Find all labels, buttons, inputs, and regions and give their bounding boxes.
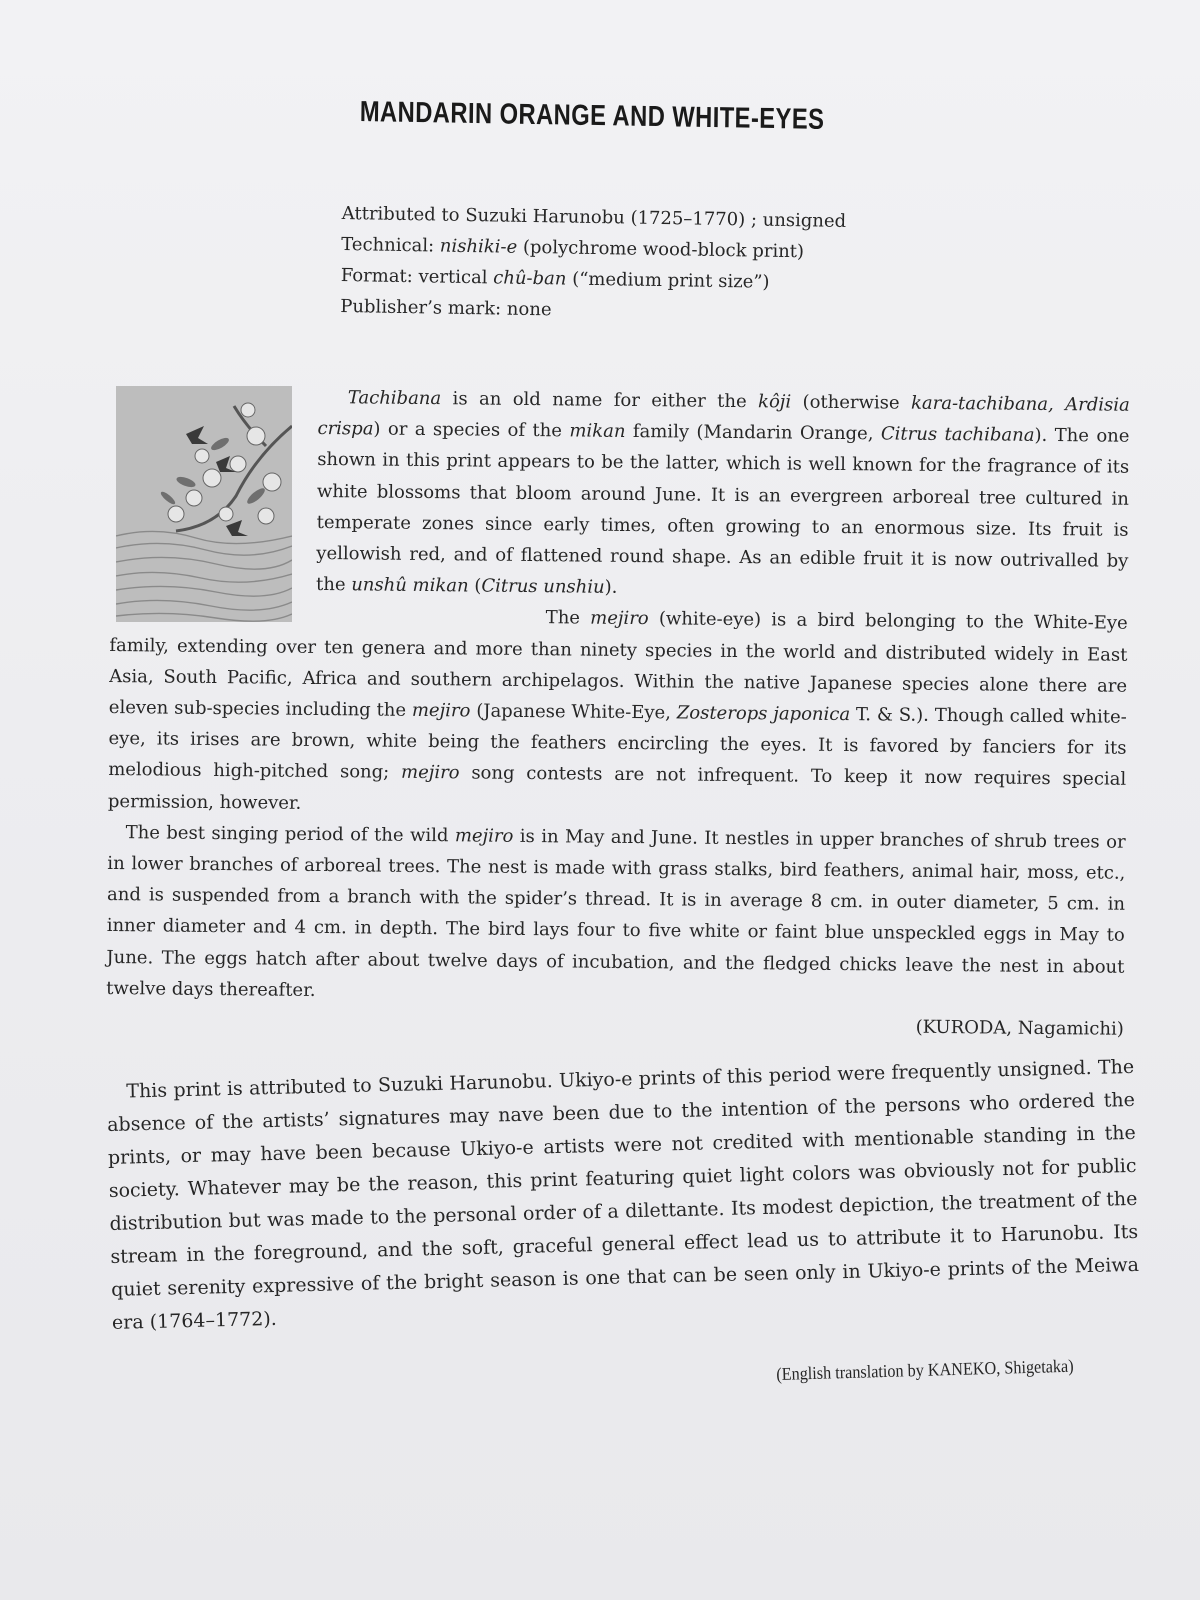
paragraph-singing-period: The best singing period of the wild mejiro is in May and June. It nestles in upper branches of shrub trees or in lower branches of arboreal trees. The nest is made with grass stalks, bird feathers, animal hair, moss, etc., and is suspended from a branch with the spider’s thread. It is in average 8 cm. in outer diameter, 5 cm. in inner diameter and 4 cm. in depth. The bird lays four to five white or faint blue unspeckled eggs in May to June. The eggs hatch after about twelve days of incubation, and the fledged chicks leave the nest in about twelve days thereafter. [106, 821, 1126, 1001]
author-signature: (KURODA, Nagamichi) [915, 1016, 1124, 1040]
translation-credit: (English translation by KANEKO, Shigetaka) [776, 1355, 1074, 1384]
technical-line: Technical: nishiki-e (polychrome wood-block print) [341, 233, 805, 263]
format-line: Format: vertical chû-ban (“medium print size”) [340, 264, 770, 293]
print-metadata [340, 198, 902, 331]
page-title: MANDARIN ORANGE AND WHITE-EYES [359, 96, 825, 136]
paragraph-tachibana: Tachibana is an old name for either the kôji (otherwise kara-tachibana, Ardisia crispa) or a species of the mikan family (Mandarin Orange, Citrus tachibana). The one shown in this print appears to be the latter, which is well known for the fragrance of its white blossoms that bloom around June. It is an evergreen arboreal tree cultured in temperate zones since early times, often growing to an enormous size. Its fruit is yellowish red, and of flattened round shape. As an edible fruit it is now outrivalled by the unshû mikan (Citrus unshiu). [315, 387, 1130, 599]
attribution-line: Attributed to Suzuki Harunobu (1725–1770) ; unsigned [341, 202, 847, 232]
publisher-line: Publisher’s mark: none [340, 295, 552, 321]
paragraph-attribution-note: This print is attributed to Suzuki Harunobu. Ukiyo-e prints of this period were frequently unsigned. The absence of the artists’ signatures may nave been due to the intention of the persons who ordered the prints, or may have been because Ukiyo-e artists were not credited with mentionable standing in the society. Whatever may be the reason, this print featuring quiet light colors was obviously not for public distribution but was made to the personal order of a dilettante. Its modest depiction, the treatment of the stream in the foreground, and the soft, graceful general effect lead us to attribute it to Harunobu. Its quiet serenity expressive of the bright season is one that can be seen only in Ukiyo-e prints of the Meiwa era (1764–1772). [106, 1055, 1140, 1334]
paragraph-mejiro: The mejiro (white-eye) is a bird belonging to the White-Eye family, extending over ten genera and more than ninety species in the world and distributed widely in East Asia, South Pacific, Africa and southern archipelagos. Within the native Japanese species alone there are eleven sub-species including the mejiro (Japanese White-Eye, Zosterops japonica T. & S.). Though called white-eye, its irises are brown, white being the feathers encircling the eyes. It is favored by fanciers for its melodious high-pitched song; mejiro song contests are not infrequent. To keep it now requires special permission, however. [107, 607, 1128, 814]
main-body-text [106, 380, 1130, 1045]
